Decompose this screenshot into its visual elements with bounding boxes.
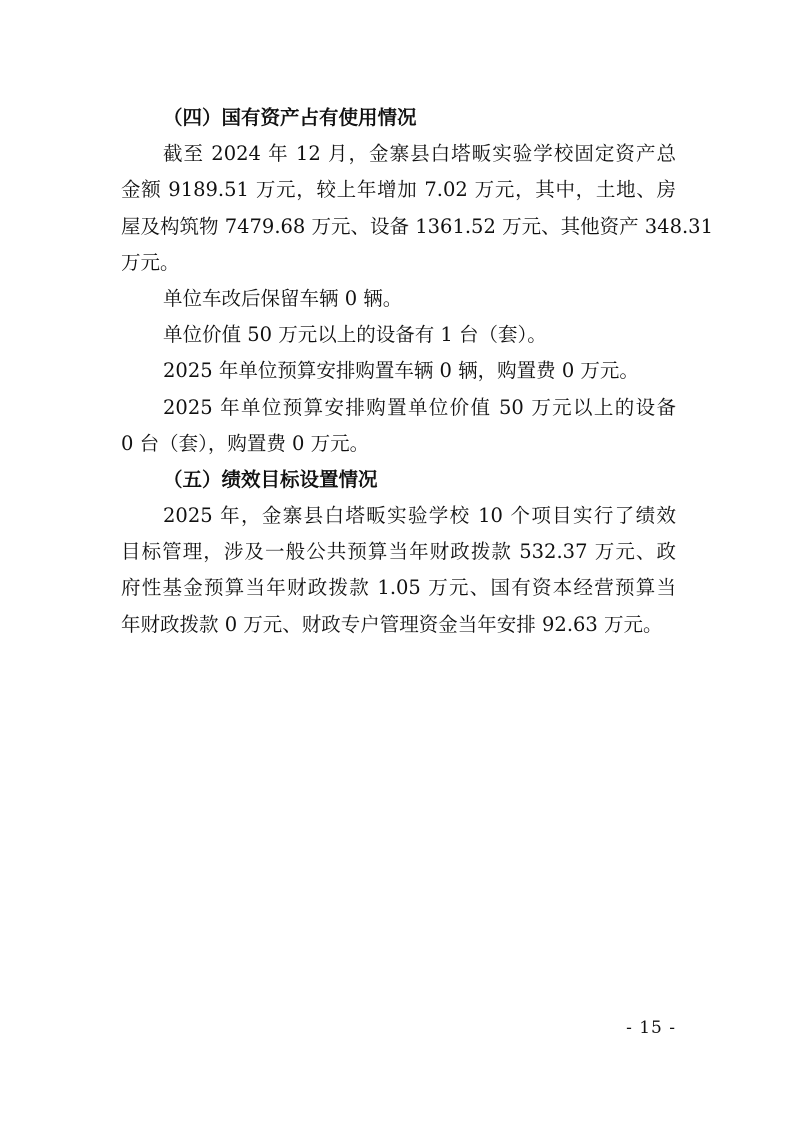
assets-para-line-4: 万元。 <box>121 250 180 274</box>
equipment-purchase-line-2: 0 台（套），购置费 0 万元。 <box>121 431 370 455</box>
equipment-purchase-line-1: 2025 年单位预算安排购置单位价值 50 万元以上的设备 <box>163 395 676 419</box>
assets-para-line-3: 屋及构筑物 7479.68 万元、设备 1361.52 万元、其他资产 348.31 <box>121 214 713 238</box>
assets-para-line-1: 截至 2024 年 12 月，金寨县白塔畈实验学校固定资产总 <box>163 142 676 166</box>
document-body <box>121 100 713 643</box>
assets-para-line-2: 金额 9189.51 万元，较上年增加 7.02 万元，其中，土地、房 <box>121 178 676 202</box>
equipment-count-text: 单位价值 50 万元以上的设备有 1 台（套）。 <box>163 323 547 347</box>
section-heading-performance: （五）绩效目标设置情况 <box>163 467 378 491</box>
page-number: - 15 - <box>626 1018 676 1038</box>
section-heading-assets: （四）国有资产占有使用情况 <box>163 106 417 129</box>
performance-para-line-3: 府性基金预算当年财政拨款 1.05 万元、国有资本经营预算当 <box>121 576 676 600</box>
vehicles-retained-text: 单位车改后保留车辆 0 辆。 <box>163 286 403 310</box>
vehicle-purchase-budget-text: 2025 年单位预算安排购置车辆 0 辆，购置费 0 万元。 <box>163 359 639 383</box>
performance-para-line-1: 2025 年，金寨县白塔畈实验学校 10 个项目实行了绩效 <box>163 504 676 528</box>
performance-para-line-4: 年财政拨款 0 万元、财政专户管理资金当年安排 92.63 万元。 <box>121 612 663 636</box>
performance-para-line-2: 目标管理，涉及一般公共预算当年财政拨款 532.37 万元、政 <box>121 540 676 564</box>
